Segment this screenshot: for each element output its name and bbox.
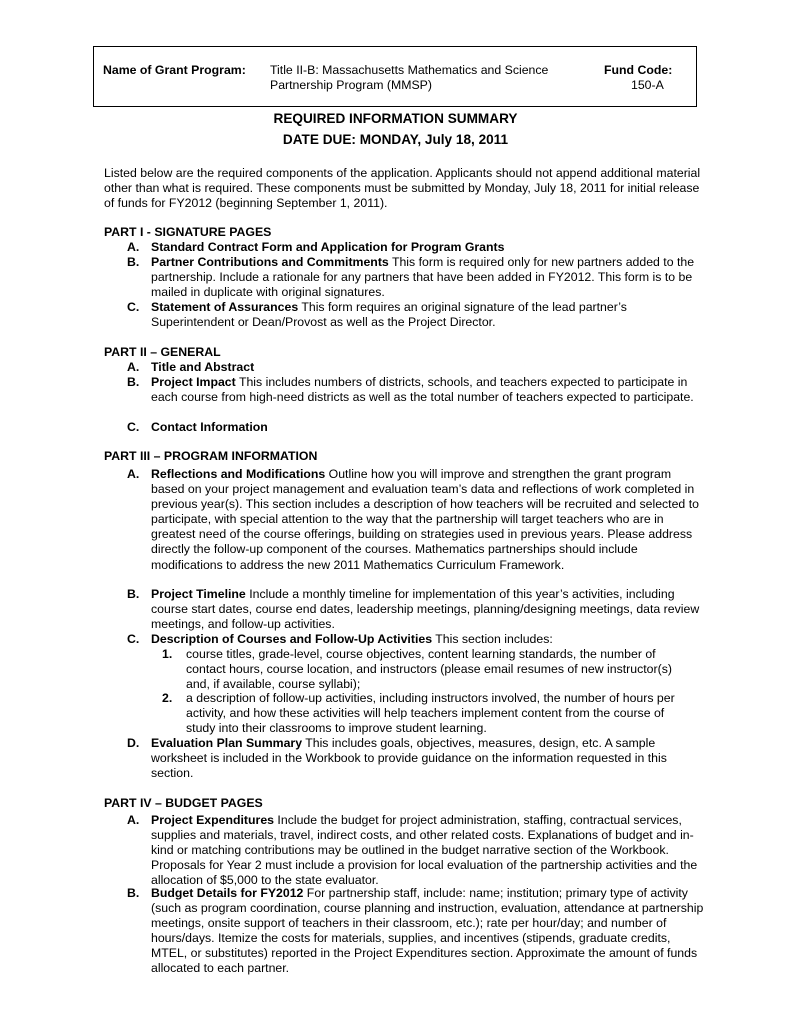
list-item: B. Partner Contributions and Commitments This form is required only for new partners added to the partnership. Include a rationale for any partners that have been added in FY2012. This form is to be mailed in duplicate with original signatures. xyxy=(127,255,695,300)
list-item: B. Project Impact This includes numbers of districts, schools, and teachers expected to participate in each course from high-need districts as well as the total number of teachers expected to participate. xyxy=(127,375,694,405)
fund-code-label: Fund Code: xyxy=(604,63,673,77)
list-item: B. Budget Details for FY2012 For partnership staff, include: name; institution; primary type of activity (such as program coordination, course planning and instruction, evaluation, attendance at partnership meetings, onsite support of teachers in their classroom, etc.); rate per hour/day; and number of hours/days. Itemize the costs for materials, supplies, and incentives (stipends, graduate credits, MTEL, or substitutes) reported in the Project Expenditures section. Approximate the amount of funds allocated to each partner. xyxy=(127,886,704,976)
sub-list-item: 2. a description of follow-up activities, including instructors involved, the number of hours per activity, and how these activities will help teachers implement content from the course of study into their classrooms to improve student learning. xyxy=(162,691,675,736)
grant-program-header xyxy=(93,46,697,107)
list-item: D. Evaluation Plan Summary This includes goals, objectives, measures, design, etc. A sample worksheet is included in the Workbook to provide guidance on the information requested in this section. xyxy=(127,736,667,781)
document-title: REQUIRED INFORMATION SUMMARY xyxy=(273,111,518,126)
program-label: Name of Grant Program: xyxy=(103,63,246,77)
list-item: A. Project Expenditures Include the budget for project administration, staffing, contractual services, supplies and materials, travel, indirect costs, and other related costs. Explanations of budget and in-kind or matching contributions may be outlined in the budget narrative section of the Workbook. Proposals for Year 2 must include a provision for local evaluation of the partnership activities and the allocation of $5,000 to the state evaluator. xyxy=(127,813,698,888)
list-item: C. Contact Information xyxy=(127,420,268,434)
list-item: C. Description of Courses and Follow-Up Activities This section includes: xyxy=(127,632,553,646)
list-item: C. Statement of Assurances This form requires an original signature of the lead partner’s Superintendent or Dean/Provost as well as the Project Director. xyxy=(127,300,627,330)
program-name: Title II-B: Massachusetts Mathematics and Science Partnership Program (MMSP) xyxy=(270,63,549,92)
sub-list-item: 1. course titles, grade-level, course objectives, content learning standards, the number of contact hours, course location, and instructors (please email resumes of new instructor(s) and, if available, course syllabi); xyxy=(162,647,672,692)
list-item: A. Reflections and Modifications Outline how you will improve and strengthen the grant program based on your project management and evaluation team’s data and reflections of work completed in previous year(s). This section includes a description of how teachers will be recruited and selected to participate, with special attention to the way that the partnership will target teachers who are in greatest need of the course offerings, building on strategies used in previous years. Please address directly the follow-up component of the courses. Mathematics partnerships should include modifications to address the new 2011 Mathematics Curriculum Framework. xyxy=(127,467,699,572)
list-item: A. Standard Contract Form and Application for Program Grants xyxy=(127,240,505,254)
part-2-heading: PART II – GENERAL xyxy=(104,345,221,359)
intro-paragraph: Listed below are the required components of the application. Applicants should not append additional material other than what is required. These components must be submitted by Monday, July 18, 2011 for initial release of funds for FY2012 (beginning September 1, 2011). xyxy=(104,166,701,211)
part-4-heading: PART IV – BUDGET PAGES xyxy=(104,796,263,810)
due-date: DATE DUE: MONDAY, July 18, 2011 xyxy=(282,132,509,147)
fund-code-value: 150-A xyxy=(631,78,664,92)
part-3-heading: PART III – PROGRAM INFORMATION xyxy=(104,449,318,463)
part-1-heading: PART I - SIGNATURE PAGES xyxy=(104,225,272,239)
list-item: A. Title and Abstract xyxy=(127,360,255,374)
list-item: B. Project Timeline Include a monthly timeline for implementation of this year’s activities, including course start dates, course end dates, leadership meetings, planning/designing meetings, data review meetings, and follow-up activities. xyxy=(127,587,700,632)
